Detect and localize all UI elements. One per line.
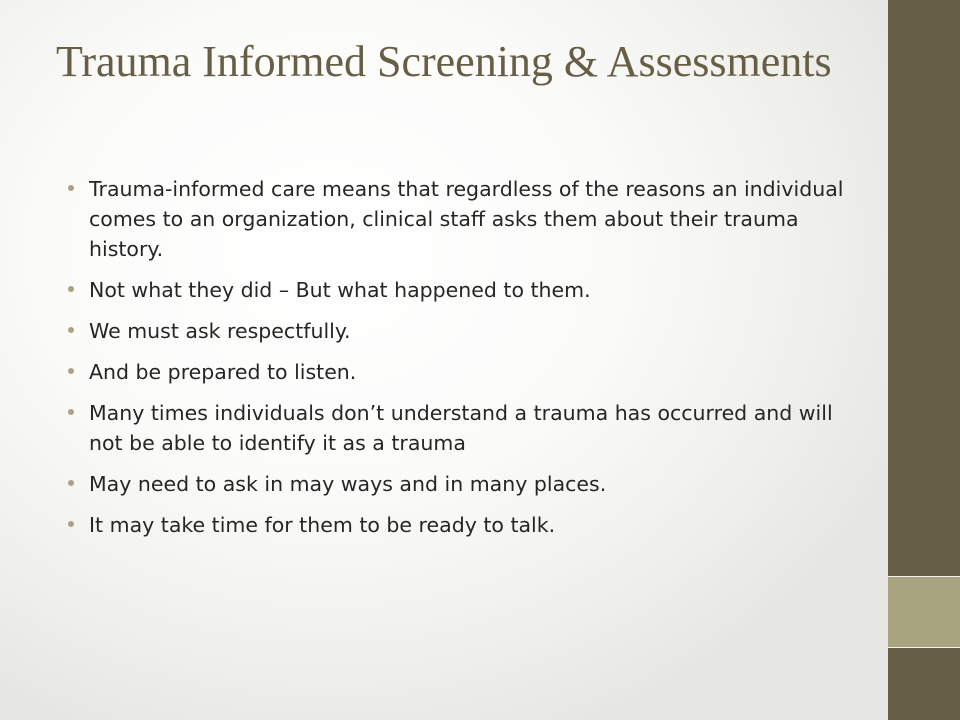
bullet-dot-icon [68,409,74,415]
bullet-text: Not what they did – But what happened to them. [89,278,591,302]
bullet-item [68,510,848,540]
bullet-text: It may take time for them to be ready to talk. [89,513,556,537]
side-bar-accent [888,576,960,648]
bullet-item [68,316,848,346]
bullet-text: May need to ask in may ways and in many places. [89,472,607,496]
bullet-item [68,398,848,458]
bullet-text: We must ask respectfully. [89,319,351,343]
bullet-item [68,357,848,387]
bullet-item [68,174,848,264]
bullet-text: Trauma-informed care means that regardless of the reasons an individual comes to an organization, clinical staff asks them about their trauma history. [89,177,844,261]
bullet-dot-icon [68,368,74,374]
bullet-dot-icon [68,480,74,486]
bullet-dot-icon [68,521,74,527]
slide-title: Trauma Informed Screening & Assessments [56,37,832,86]
bullet-list [68,174,848,551]
bullet-dot-icon [68,327,74,333]
bullet-text: Many times individuals don’t understand a trauma has occurred and will not be able to identify it as a trauma [89,401,833,455]
bullet-item [68,469,848,499]
bullet-dot-icon [68,286,74,292]
bullet-item [68,275,848,305]
bullet-text: And be prepared to listen. [89,360,357,384]
bullet-dot-icon [68,185,74,191]
